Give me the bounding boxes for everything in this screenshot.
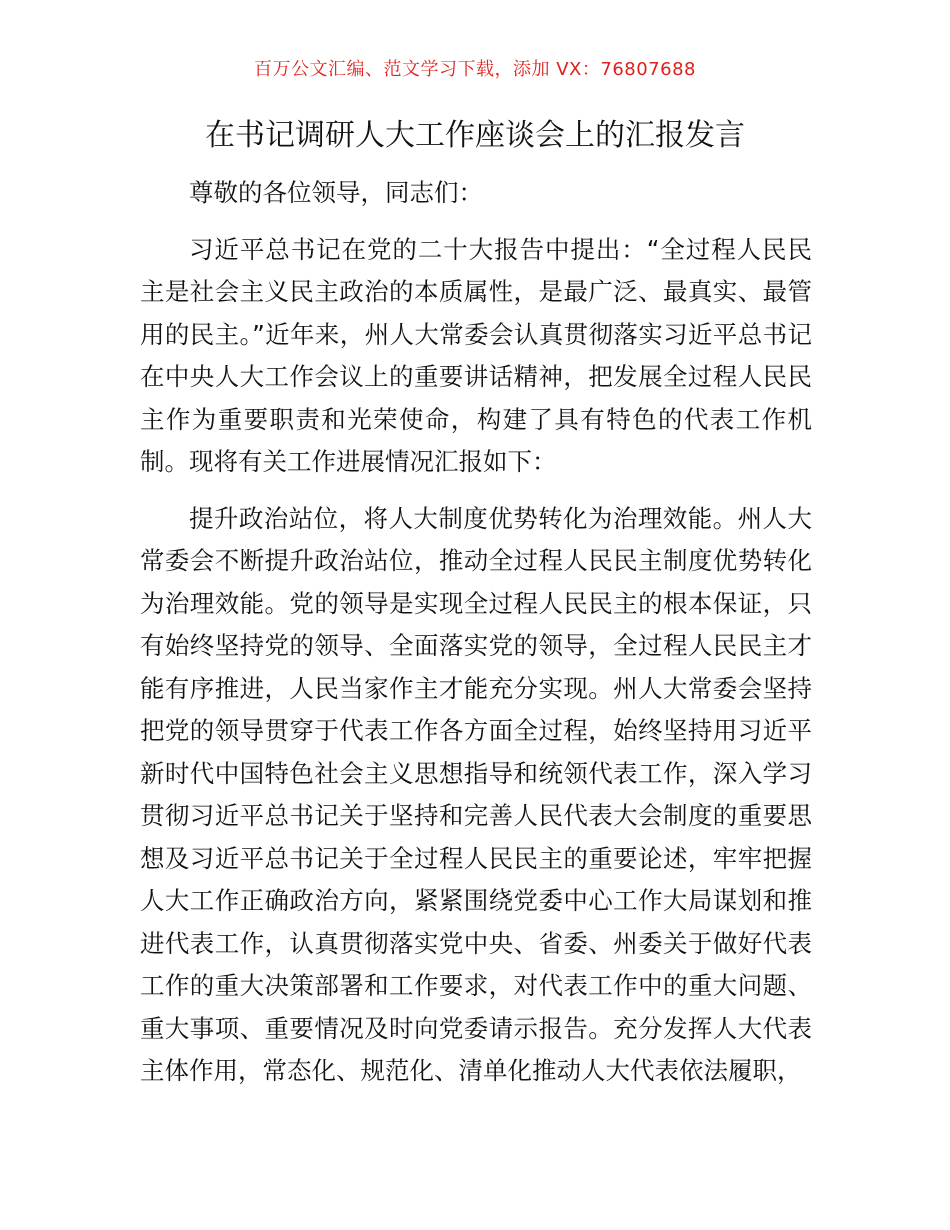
paragraph-intro: 习近平总书记在党的二十大报告中提出：“全过程人民民主是社会主义民主政治的本质属性，是最广泛、最真实、最管用的民主。”近年来，州人大常委会认真贯彻落实习近平总书记在中央人大工作会议上的重要讲话精神，把发展全过程人民民主作为重要职责和光荣使命，构建了具有特色的代表工作机制。现将有关工作进展情况汇报如下： bbox=[140, 234, 812, 476]
document-body bbox=[140, 172, 812, 1093]
paragraph-political-stance: 提升政治站位，将人大制度优势转化为治理效能。州人大常委会不断提升政治站位，推动全过程人民民主制度优势转化为治理效能。党的领导是实现全过程人民民主的根本保证，只有始终坚持党的领导、全面落实党的领导，全过程人民民主才能有序推进，人民当家作主才能充分实现。州人大常委会坚持把党的领导贯穿于代表工作各方面全过程，始终坚持用习近平新时代中国特色社会主义思想指导和统领代表工作，深入学习贯彻习近平总书记关于坚持和完善人民代表大会制度的重要思想及习近平总书记关于全过程人民民主的重要论述，牢牢把握人大工作正确政治方向，紧紧围绕党委中心工作大局谋划和推进代表工作，认真贯彻落实党中央、省委、州委关于做好代表工作的重大决策部署和工作要求，对代表工作中的重大问题、重大事项、重要情况及时向党委请示报告。充分发挥人大代表主体作用，常态化、规范化、清单化推动人大代表依法履职， bbox=[140, 503, 812, 1085]
salutation: 尊敬的各位领导，同志们： bbox=[189, 178, 483, 207]
watermark-header: 百万公文汇编、范文学习下载，添加 VX：76807688 bbox=[254, 59, 696, 80]
document-title: 在书记调研人大工作座谈会上的汇报发言 bbox=[205, 118, 745, 153]
